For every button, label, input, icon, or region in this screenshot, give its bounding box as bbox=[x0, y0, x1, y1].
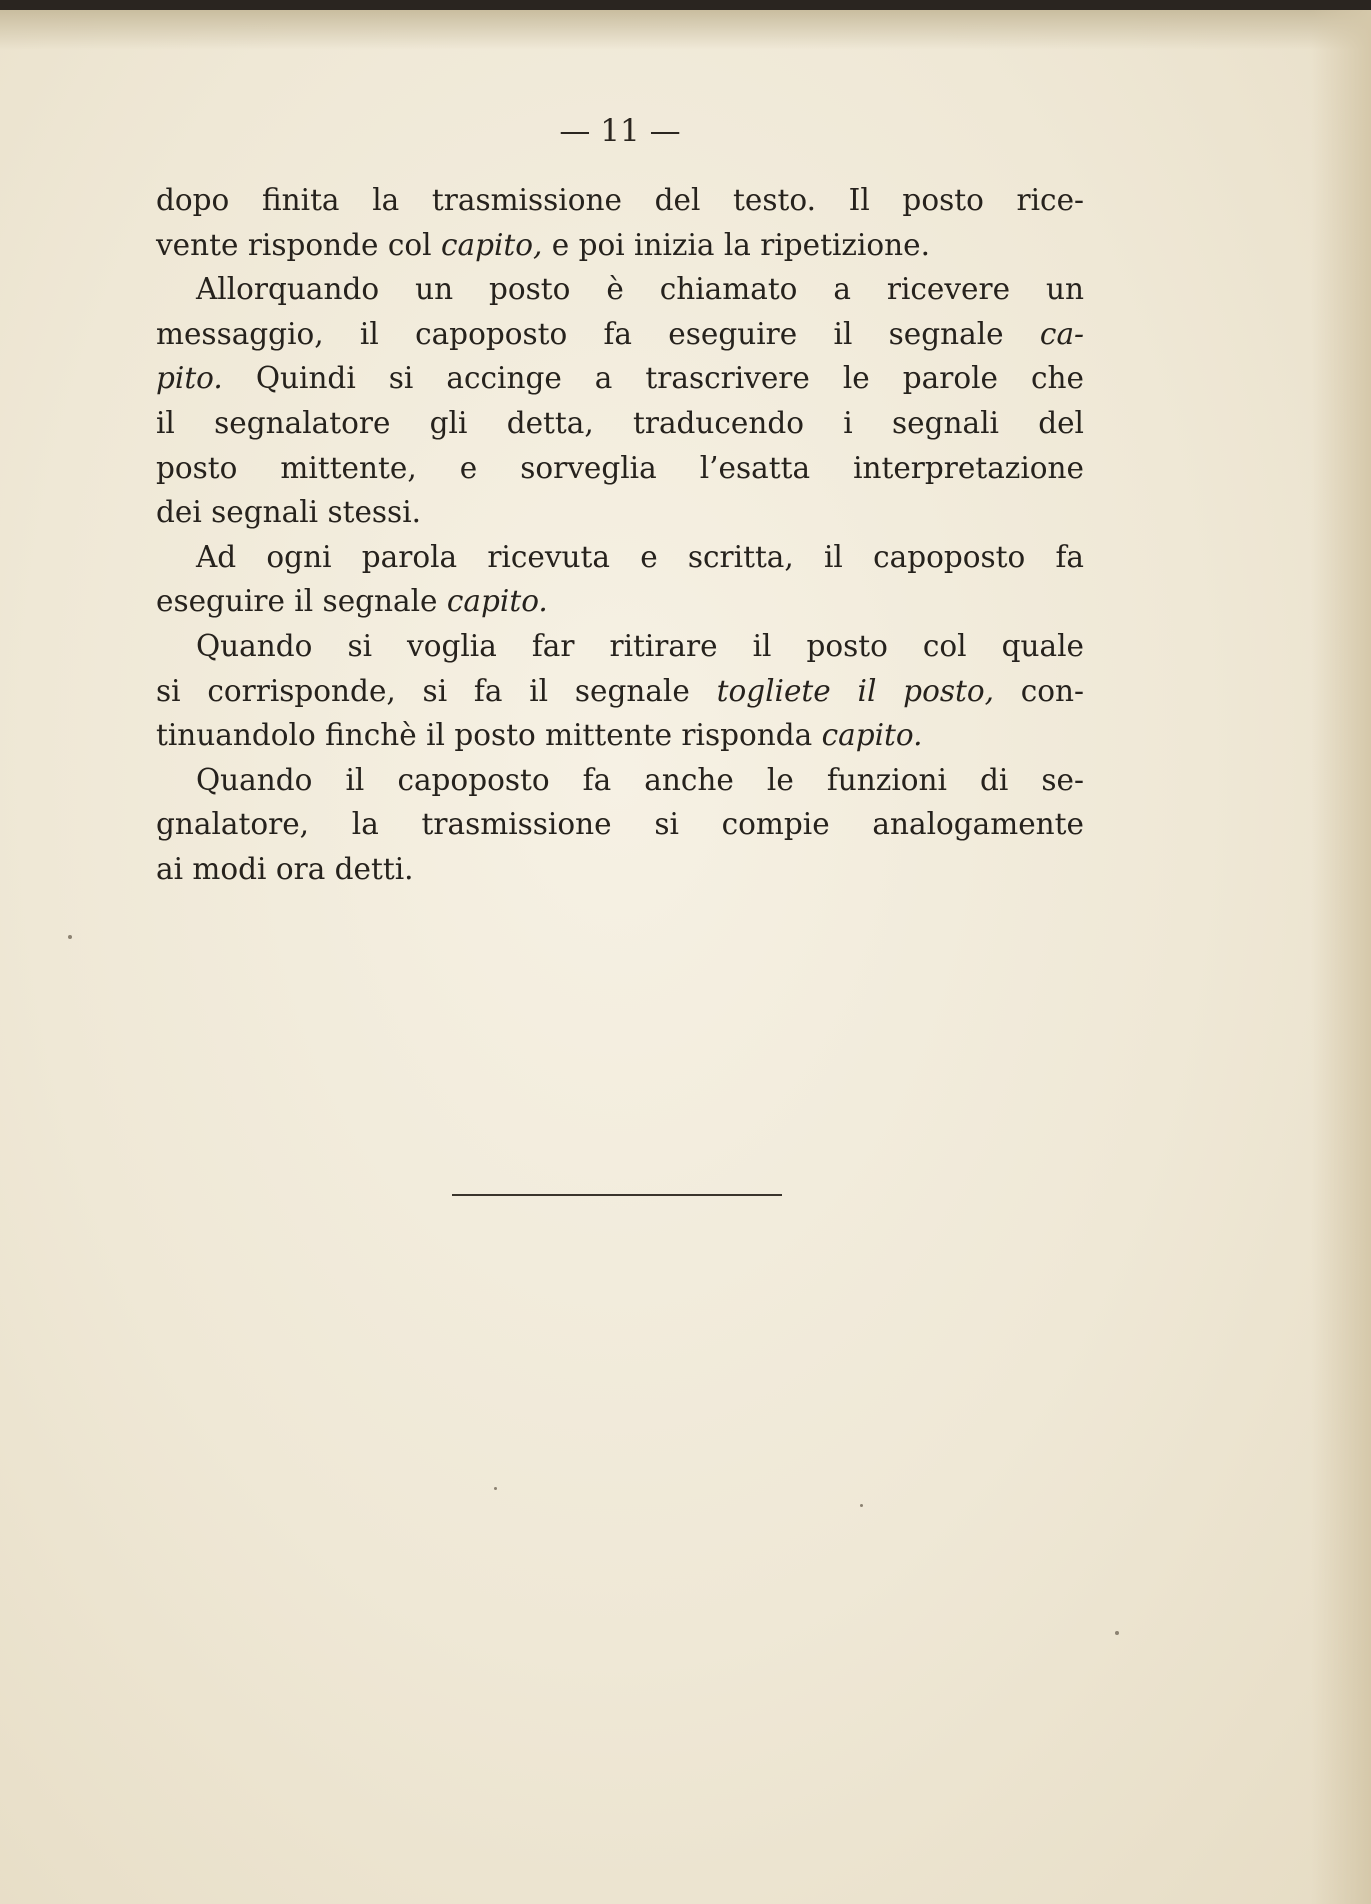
text-run: posto mittente, e sorveglia l’esatta interpretazione bbox=[156, 450, 1084, 485]
text-line bbox=[156, 579, 1084, 624]
paper-speck bbox=[494, 1487, 497, 1490]
text-run: con- bbox=[993, 673, 1084, 708]
text-run: dopo finita la trasmissione del testo. Il posto rice- bbox=[156, 183, 1084, 217]
text-run: Ad ogni parola ricevuta e scritta, il capoposto fa bbox=[196, 539, 1084, 574]
text-line bbox=[156, 267, 1084, 312]
paragraph bbox=[156, 758, 1084, 892]
section-end-rule bbox=[452, 1194, 782, 1196]
text-line bbox=[156, 624, 1084, 669]
text-run: ai modi ora detti. bbox=[156, 851, 414, 886]
text-run: tinuandolo finchè il posto mittente risponda bbox=[156, 718, 822, 753]
text-line bbox=[156, 669, 1084, 714]
text-run: messaggio, il capoposto fa eseguire il segnale bbox=[156, 316, 1040, 351]
text-line bbox=[156, 223, 1084, 268]
italic-term: togliete il posto, bbox=[716, 673, 994, 708]
paragraph bbox=[156, 535, 1084, 624]
text-line bbox=[156, 178, 1084, 223]
text-run: vente risponde col bbox=[156, 227, 441, 262]
italic-term: capito. bbox=[446, 584, 548, 619]
body-text bbox=[156, 178, 1084, 892]
text-line bbox=[156, 802, 1084, 847]
text-run: eseguire il segnale bbox=[156, 584, 447, 619]
paper-speck bbox=[1115, 1631, 1119, 1635]
italic-term: ca- bbox=[1039, 316, 1084, 351]
text-run: si corrisponde, si fa il segnale bbox=[156, 673, 717, 708]
text-run: dei segnali stessi. bbox=[156, 495, 422, 530]
text-line bbox=[156, 847, 1084, 892]
italic-term: capito, bbox=[440, 227, 543, 262]
text-line bbox=[156, 490, 1084, 535]
page-number: — 11 — bbox=[559, 113, 681, 149]
text-line bbox=[156, 713, 1084, 758]
text-run: Quando il capoposto fa anche le funzioni di se- bbox=[196, 762, 1084, 797]
italic-term: capito. bbox=[821, 718, 923, 753]
text-run: gnalatore, la trasmissione si compie analogamente bbox=[156, 807, 1084, 842]
text-line bbox=[156, 535, 1084, 580]
text-line bbox=[156, 401, 1084, 446]
text-run: e poi inizia la ripetizione. bbox=[542, 227, 930, 262]
text-run: Quindi si accinge a trascrivere le parole che bbox=[222, 361, 1084, 396]
paper-speck bbox=[860, 1504, 863, 1507]
text-line bbox=[156, 758, 1084, 803]
text-run: Quando si voglia far ritirare il posto col quale bbox=[196, 628, 1084, 663]
book-page bbox=[0, 10, 1371, 1904]
paragraph bbox=[156, 624, 1084, 758]
text-run: il segnalatore gli detta, traducendo i segnali del bbox=[156, 405, 1084, 440]
text-line bbox=[156, 356, 1084, 401]
text-line bbox=[156, 446, 1084, 491]
text-run: Allorquando un posto è chiamato a ricevere un bbox=[196, 272, 1084, 307]
paper-speck bbox=[68, 935, 72, 939]
paragraph bbox=[156, 267, 1084, 535]
paragraph bbox=[156, 178, 1084, 267]
text-line bbox=[156, 312, 1084, 357]
italic-term: pito. bbox=[156, 361, 223, 396]
